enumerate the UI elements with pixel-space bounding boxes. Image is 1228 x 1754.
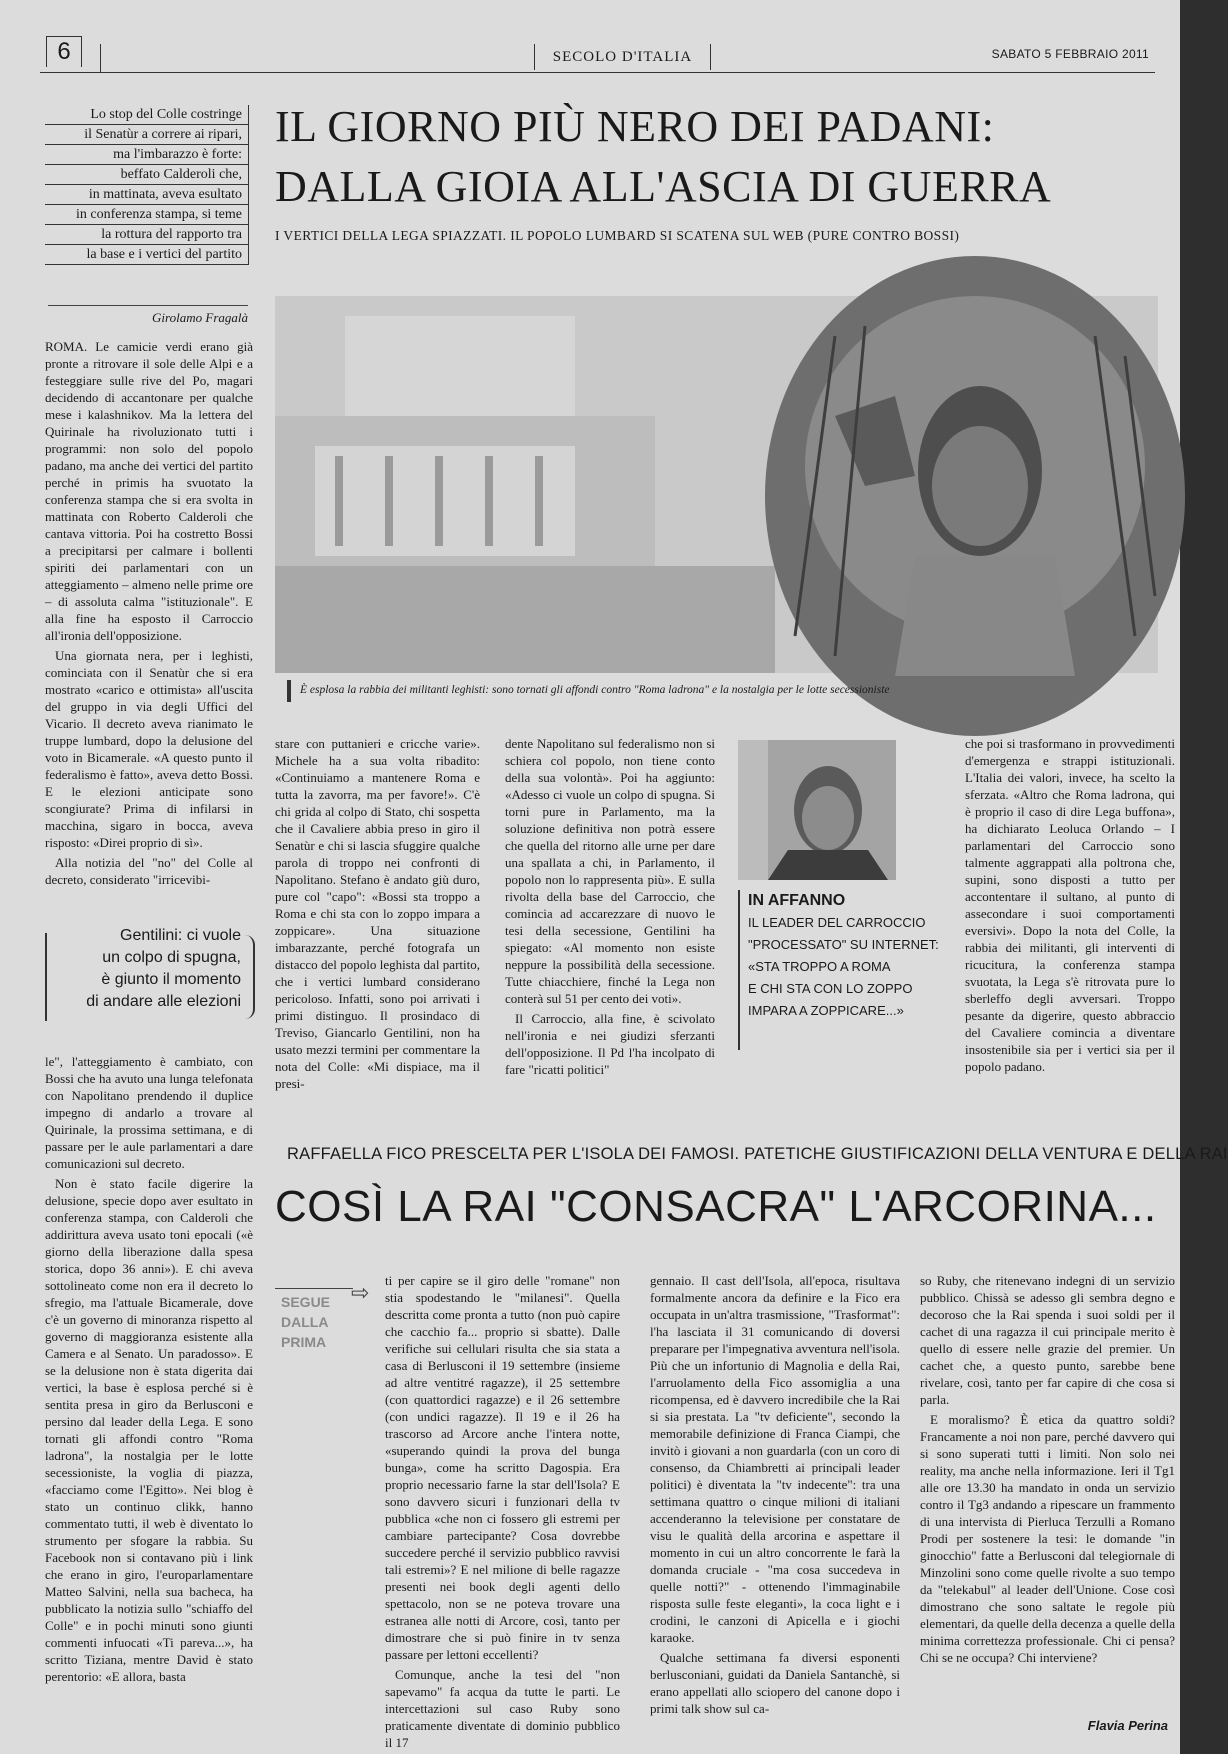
small-photo-caption-title: IN AFFANNO	[748, 892, 846, 909]
paper-name: SECOLO D'ITALIA	[534, 44, 711, 70]
main-photo	[275, 296, 1158, 673]
small-photo-caption-line: «STA TROPPO A ROMA	[748, 959, 891, 974]
small-photo-caption-line: "PROCESSATO" SU INTERNET:	[748, 937, 939, 952]
lead-column-3	[505, 735, 715, 1085]
lead-column-3-paragraph: Il Carroccio, alla fine, è scivolato nell'ironia e nei giudizi sferzanti dell'opposizione. Il Pd l'ha incolpato di fare "ricatti politici"	[505, 1011, 715, 1077]
lead-column-1-top-paragraph: Alla notizia del "no" del Colle al decreto, considerato "irricevibi-	[45, 855, 253, 887]
byline-lead-name: Girolamo Fragalà	[146, 310, 248, 326]
photo-caption: È esplosa la rabbia dei militanti leghisti: sono tornati gli affondi contro "Roma ladrona" e la nostalgia per le lotte secessioniste	[300, 684, 890, 696]
lead-column-2-paragraph: stare con puttanieri e cricche varie». Michele ha a sua volta ribadito: «Continuiamo a mantenere Roma e tutta la zavorra, ma per favore!». C'è chi grida al colpo di Stato, chi sospetta che il Cavaliere abbia preso in giro il Senatùr e chi si lascia sfuggire qualche parola di troppo nei confronti di Napolitano. Stefano è andato giù duro, pure col "capo": «Bossi sta troppo a Roma e chi sta con lo zoppo impara a zoppicare». Una situazione imbarazzante, perché fotografa un distacco del popolo leghista dal partito, che i vertici lumbard considerano pericoloso. Infatti, sono poi arrivati i primi distinguo. Il prosindaco di Treviso, Giancarlo Gentilini, non ha usato mezzi termini per commentare la nota del Colle: «Mi dispiace, ma il presi-	[275, 736, 480, 1091]
second-column-2-paragraph: Qualche settimana fa diversi esponenti berlusconiani, guidati da Daniela Santanchè, si erano appellati allo sciopero del canone dopo i primi talk show sul ca-	[650, 1650, 900, 1716]
byline-lead	[48, 305, 248, 324]
segue-rule	[275, 1288, 353, 1289]
second-column-1	[385, 1272, 620, 1750]
lead-column-5-paragraph: che poi si trasformano in provvedimenti d'emergenza e strappi istituzionali. L'Italia dei valori, invece, ha scelto la sferzata. «Altro che Roma ladrona, qui è proprio il caso di dire Lega buffona», ha dichiarato Leoluca Orlando – I parlamentari del Carroccio sono talmente aggrappati alla poltrona che, supini, sono disposti a tutto per accontentare il sultano, al punto di assecondare i suoi comportamenti eversivi». Dopo la nota del Colle, la rabbia dei militanti, gli interventi di ricucitura, la conferenza stampa svuotata, la Lega s'è ritrovata pure lo sberleffo degli avversari. Troppo pesante da digerire, questo abbraccio del Cavaliere comincia a diventare insostenibile sia per i vertici sia per il popolo padano.	[965, 736, 1175, 1074]
small-photo	[738, 740, 896, 880]
second-column-1-paragraph: ti per capire se il giro delle "romane" non stia spodestando le "milanesi". Quella descritta come pronta a tutto (non può capire che cacchio fa... proprio si sbatte). Dalle verifiche sui cellulari risulta che sia stata a casa di Berlusconi il 19 settembre (insieme ad altre ventitré ragazze), il 25 settembre (con quattordici ragazze) e il 26 settembre (con undici ragazze). Il 19 e il 26 ha trascorso ad Arcore anche l'intera notte, «superando quindi la prova del bunga bunga», come ha scritto Dagospia. Era proprio necessario farne la star dell'Isola? E sono davvero sicuri i funzionari della tv pubblica «che non ci fossero gli estremi per cambiare partecipante? Cosa dovrebbe succedere perché il servizio pubblico ravvisi tali estremi»? E nel milione di belle ragazze presenti nei book degli agenti dello spettacolo, non se ne poteva trovare una estranea alle notti di Arcore, così, tanto per dimostrare che si può finire in tv senza passare per lettoni eccellenti?	[385, 1273, 620, 1662]
second-column-3	[920, 1272, 1175, 1722]
header-date: SABATO 5 FEBBRAIO 2011	[991, 47, 1149, 61]
second-column-3-paragraph: so Ruby, che ritenevano indegni di un servizio pubblico. Chissà se adesso gli sembra degno e decoroso che la Rai spenda i suoi soldi per il cachet di una ragazza il cui principale merito è quello di essere nelle grazie del premier. Un cachet che, a questo punto, sarebbe bene rivelare, così, tanto per far capire di che cosa si parla.	[920, 1273, 1175, 1407]
small-photo-caption-lines	[748, 912, 973, 1022]
lead-summary	[45, 105, 249, 265]
segue-word: PRIMA	[281, 1334, 327, 1350]
lead-summary-line: la base e i vertici del partito	[45, 245, 249, 265]
small-photo-caption	[738, 890, 973, 1050]
segue-arrow-icon: ⇨	[351, 1280, 370, 1305]
lead-column-1-bottom-paragraph: le", l'atteggiamento è cambiato, con Bossi che ha avuto una lunga telefonata con Napolitano prendendo il duplice impegno di andarlo a trovare al Quirinale, la prossima settimana, e di passare per le aule parlamentari a dare comunicazioni sul decreto.	[45, 1054, 253, 1171]
header-rule-left	[100, 44, 102, 72]
second-kicker: RAFFAELLA FICO PRESCELTA PER L'ISOLA DEI FAMOSI. PATETICHE GIUSTIFICAZIONI DELLA VENTURA E DELLA RAI	[287, 1145, 1228, 1163]
main-photo-illustration	[275, 296, 1158, 673]
pull-quote-line: di andare alle elezioni	[86, 993, 241, 1010]
segue-box[interactable]	[275, 1280, 375, 1370]
segue-word: SEGUE	[281, 1294, 331, 1310]
subheadline: I VERTICI DELLA LEGA SPIAZZATI. IL POPOLO LUMBARD SI SCATENA SUL WEB (PURE CONTRO BOSSI)	[275, 228, 960, 243]
second-column-2	[650, 1272, 900, 1722]
segue-text	[281, 1292, 351, 1352]
lead-column-2	[275, 735, 480, 1091]
headline-line-2: DALLA GIOIA ALL'ASCIA DI GUERRA	[275, 162, 1052, 211]
small-photo-caption-line: IMPARA A ZOPPICARE...»	[748, 1003, 904, 1018]
second-column-2-paragraph: gennaio. Il cast dell'Isola, all'epoca, risultava formalmente ancora da definire e la Fico era occupata in un'altra trasmissione, "Trasformat": l'ha lasciata il 31 comunicando di doversi preparare per l'impegnativa avventura nell'isola. Più che un infortunio di Magnolia e della Rai, l'arruolamento della Fico assomiglia a una ricompensa, ed è davvero incredibile che la Rai si sia prestata. La "tv deficiente", secondo la memorabile definizione di Franca Ciampi, che invitò i giovani a non guardarla (con un coro di consenso, da Chiambretti ai principali leader politici) è diventata la "tv indecente": tra una settimana quattro o cinque milioni di italiani accenderanno la televisione per constatare de visu le qualità della arcorina e aspettare il momento in cui un altro concorrente le farà la domanda cruciale - "ma cosa succedeva in quelle notti?" - ottenendo l'immaginabile risposta sulle feste eleganti», la coca light e i crodini, le canzoni di Apicella e i giochi karaoke.	[650, 1273, 900, 1645]
pull-quote-text	[53, 925, 241, 1013]
second-headline: COSÌ LA RAI "CONSACRA" L'ARCORINA...	[275, 1182, 1157, 1231]
lead-summary-line: in mattinata, aveva esultato	[45, 185, 249, 205]
pull-quote-line: è giunto il momento	[101, 971, 241, 988]
lead-column-1-bottom	[45, 1053, 253, 1718]
lead-summary-line: ma l'imbarazzo è forte:	[45, 145, 249, 165]
pull-quote-line: Gentilini: ci vuole	[120, 927, 241, 944]
lead-column-1-top	[45, 338, 253, 920]
second-column-3-paragraph: E moralismo? È etica da quattro soldi? Francamente a noi non pare, perché davvero qui si sono superati tutti i limiti. Non solo nei reality, ma anche nella informazione. Ieri il Tg1 alle ore 13.30 ha mandato in onda un servizio contro il Tg3 andando a ripescare un frammento di una intervista di Pierluca Terzulli a Romano Prodi per sostenere la tesi: le domande "in ginocchio" fatte a Berlusconi dal telegiornale di Minzolini sono come quelle rivolte a suo tempo da "telekabul" al leader dell'Unione. Cose così dimostrano che sono saltate le regole più elementari, da quelle della decenza a quelle della minima correttezza professionale. Chi ci pensa? Chi se ne occupa? Chi interviene?	[920, 1412, 1175, 1665]
small-photo-illustration	[738, 740, 896, 880]
lead-summary-line: in conferenza stampa, si teme	[45, 205, 249, 225]
lead-summary-line: Lo stop del Colle costringe	[45, 105, 249, 125]
lead-column-1-top-paragraph: ROMA. Le camicie verdi erano già pronte a ritrovare il sole delle Alpi e a festeggiare sulle rive del Po, magari decidendo di accantonare per qualche mese i kalashnikov. Ma la lettera del Quirinale ha rivoluzionato tutti i programmi: non solo del popolo padano, ma anche dei vertici del partito perché in primis ha svuotato la conferenza stampa che si era svolta in mattinata con Roberto Calderoli che cantava vittoria. Poi ha costretto Bossi a precipitarsi per calmare i bollenti spiriti dei parlamentari con un atteggiamento – almeno nelle prime ore – di assoluta calma "istituzionale". E alla fine ha esposto il Carroccio all'ironia dell'opposizione.	[45, 339, 253, 643]
small-photo-caption-line: E CHI STA CON LO ZOPPO	[748, 981, 913, 996]
page-number: 6	[46, 36, 82, 67]
pull-quote-brace	[245, 935, 255, 1019]
pull-quote	[45, 925, 255, 1035]
small-photo-caption-line: IL LEADER DEL CARROCCIO	[748, 915, 926, 930]
photo-caption-bar	[287, 680, 291, 702]
lead-column-1-top-paragraph: Una giornata nera, per i leghisti, cominciata con il Senatùr che si era mostrato «carico e ottimista» all'uscita del gruppo in via degli Uffici del Vicario. Il decreto aveva rianimato le truppe lumbard, dopo la delusione del voto in Bicamerale. «A questo punto il federalismo è fatto», aveva detto Bossi. E le elezioni anticipate sono scongiurate? Prima di infilarsi in macchina, sigaro in bocca, aveva risposto: «Direi proprio di sì».	[45, 648, 253, 850]
lead-summary-line: il Senatùr a correre ai ripari,	[45, 125, 249, 145]
second-byline: Flavia Perina	[1087, 1718, 1168, 1733]
lead-column-3-paragraph: dente Napolitano sul federalismo non si schiera col popolo, non tiene conto della sua volontà». Poi ha aggiunto: «Adesso ci vuole un colpo di spugna. Si torni pure in Parlamento, ma la soluzione definitiva non potrà essere che quella del ritorno alle urne per dare una spallata a chi, in Parlamento, il popolo non lo rappresenta più». E sulla rivolta della base del Carroccio, che comincia ad accarezzare di nuovo le tesi della secessione, Gentilini ha spiegato: «Al momento non esiste neppure la possibilità della secessione. Tutte chiacchiere, finché la Lega non conterà sul 51 per cento dei voti».	[505, 736, 715, 1006]
segue-word: DALLA	[281, 1314, 329, 1330]
pull-quote-line: un colpo di spugna,	[102, 949, 241, 966]
pull-quote-bar	[45, 933, 47, 1021]
lead-summary-line: beffato Calderoli che,	[45, 165, 249, 185]
lead-summary-line: la rottura del rapporto tra	[45, 225, 249, 245]
headline-line-1: IL GIORNO PIÙ NERO DEI PADANI:	[275, 102, 995, 151]
second-column-1-paragraph: Comunque, anche la tesi del "non sapevamo" fa acqua da tutte le parti. Le intercettazioni sul caso Ruby sono praticamente diventate di dominio pubblico il 17	[385, 1667, 620, 1750]
page-header	[40, 30, 1155, 73]
lead-column-5	[965, 735, 1175, 1085]
lead-column-1-bottom-paragraph: Non è stato facile digerire la delusione, specie dopo aver esultato in conferenza stampa, con Calderoli che addirittura aveva usato toni epocali («è giorno della liberazione dalla spesa storica, dopo 36 anni»). E chi aveva sottolineato come non era il decreto lo sfregio, ma l'attuale Bicamerale, dove c'è un governo di minoranza rispetto al governo di maggioranza esistente alla Camera e al Senato. Un paradosso». E se la delusione non è stata digerita dai vertici, la base è esplosa perché si è sentita presa in giro da Berlusconi e persino dal leader della Lega. E sono tornati gli affondi contro "Roma ladrona", la nostalgia per le lotte secessioniste, la voglia di piazza, «facciamo come l'Egitto». Nei blog è stato un continuo clikk, hanno commentato tutti, il web è diventato lo strumento per sfogare la rabbia. Su Facebook non si contavano più i link che erano in giro, l'europarlamentare Matteo Salvini, nella sua bacheca, ha pubblicato la notizia sullo "schiaffo del Colle" e in pochi minuti sono giunti commenti infuocati «Ti pareva...», ha scritto Tiziana, mentre David è stato perentorio: «E allora, basta	[45, 1176, 253, 1684]
